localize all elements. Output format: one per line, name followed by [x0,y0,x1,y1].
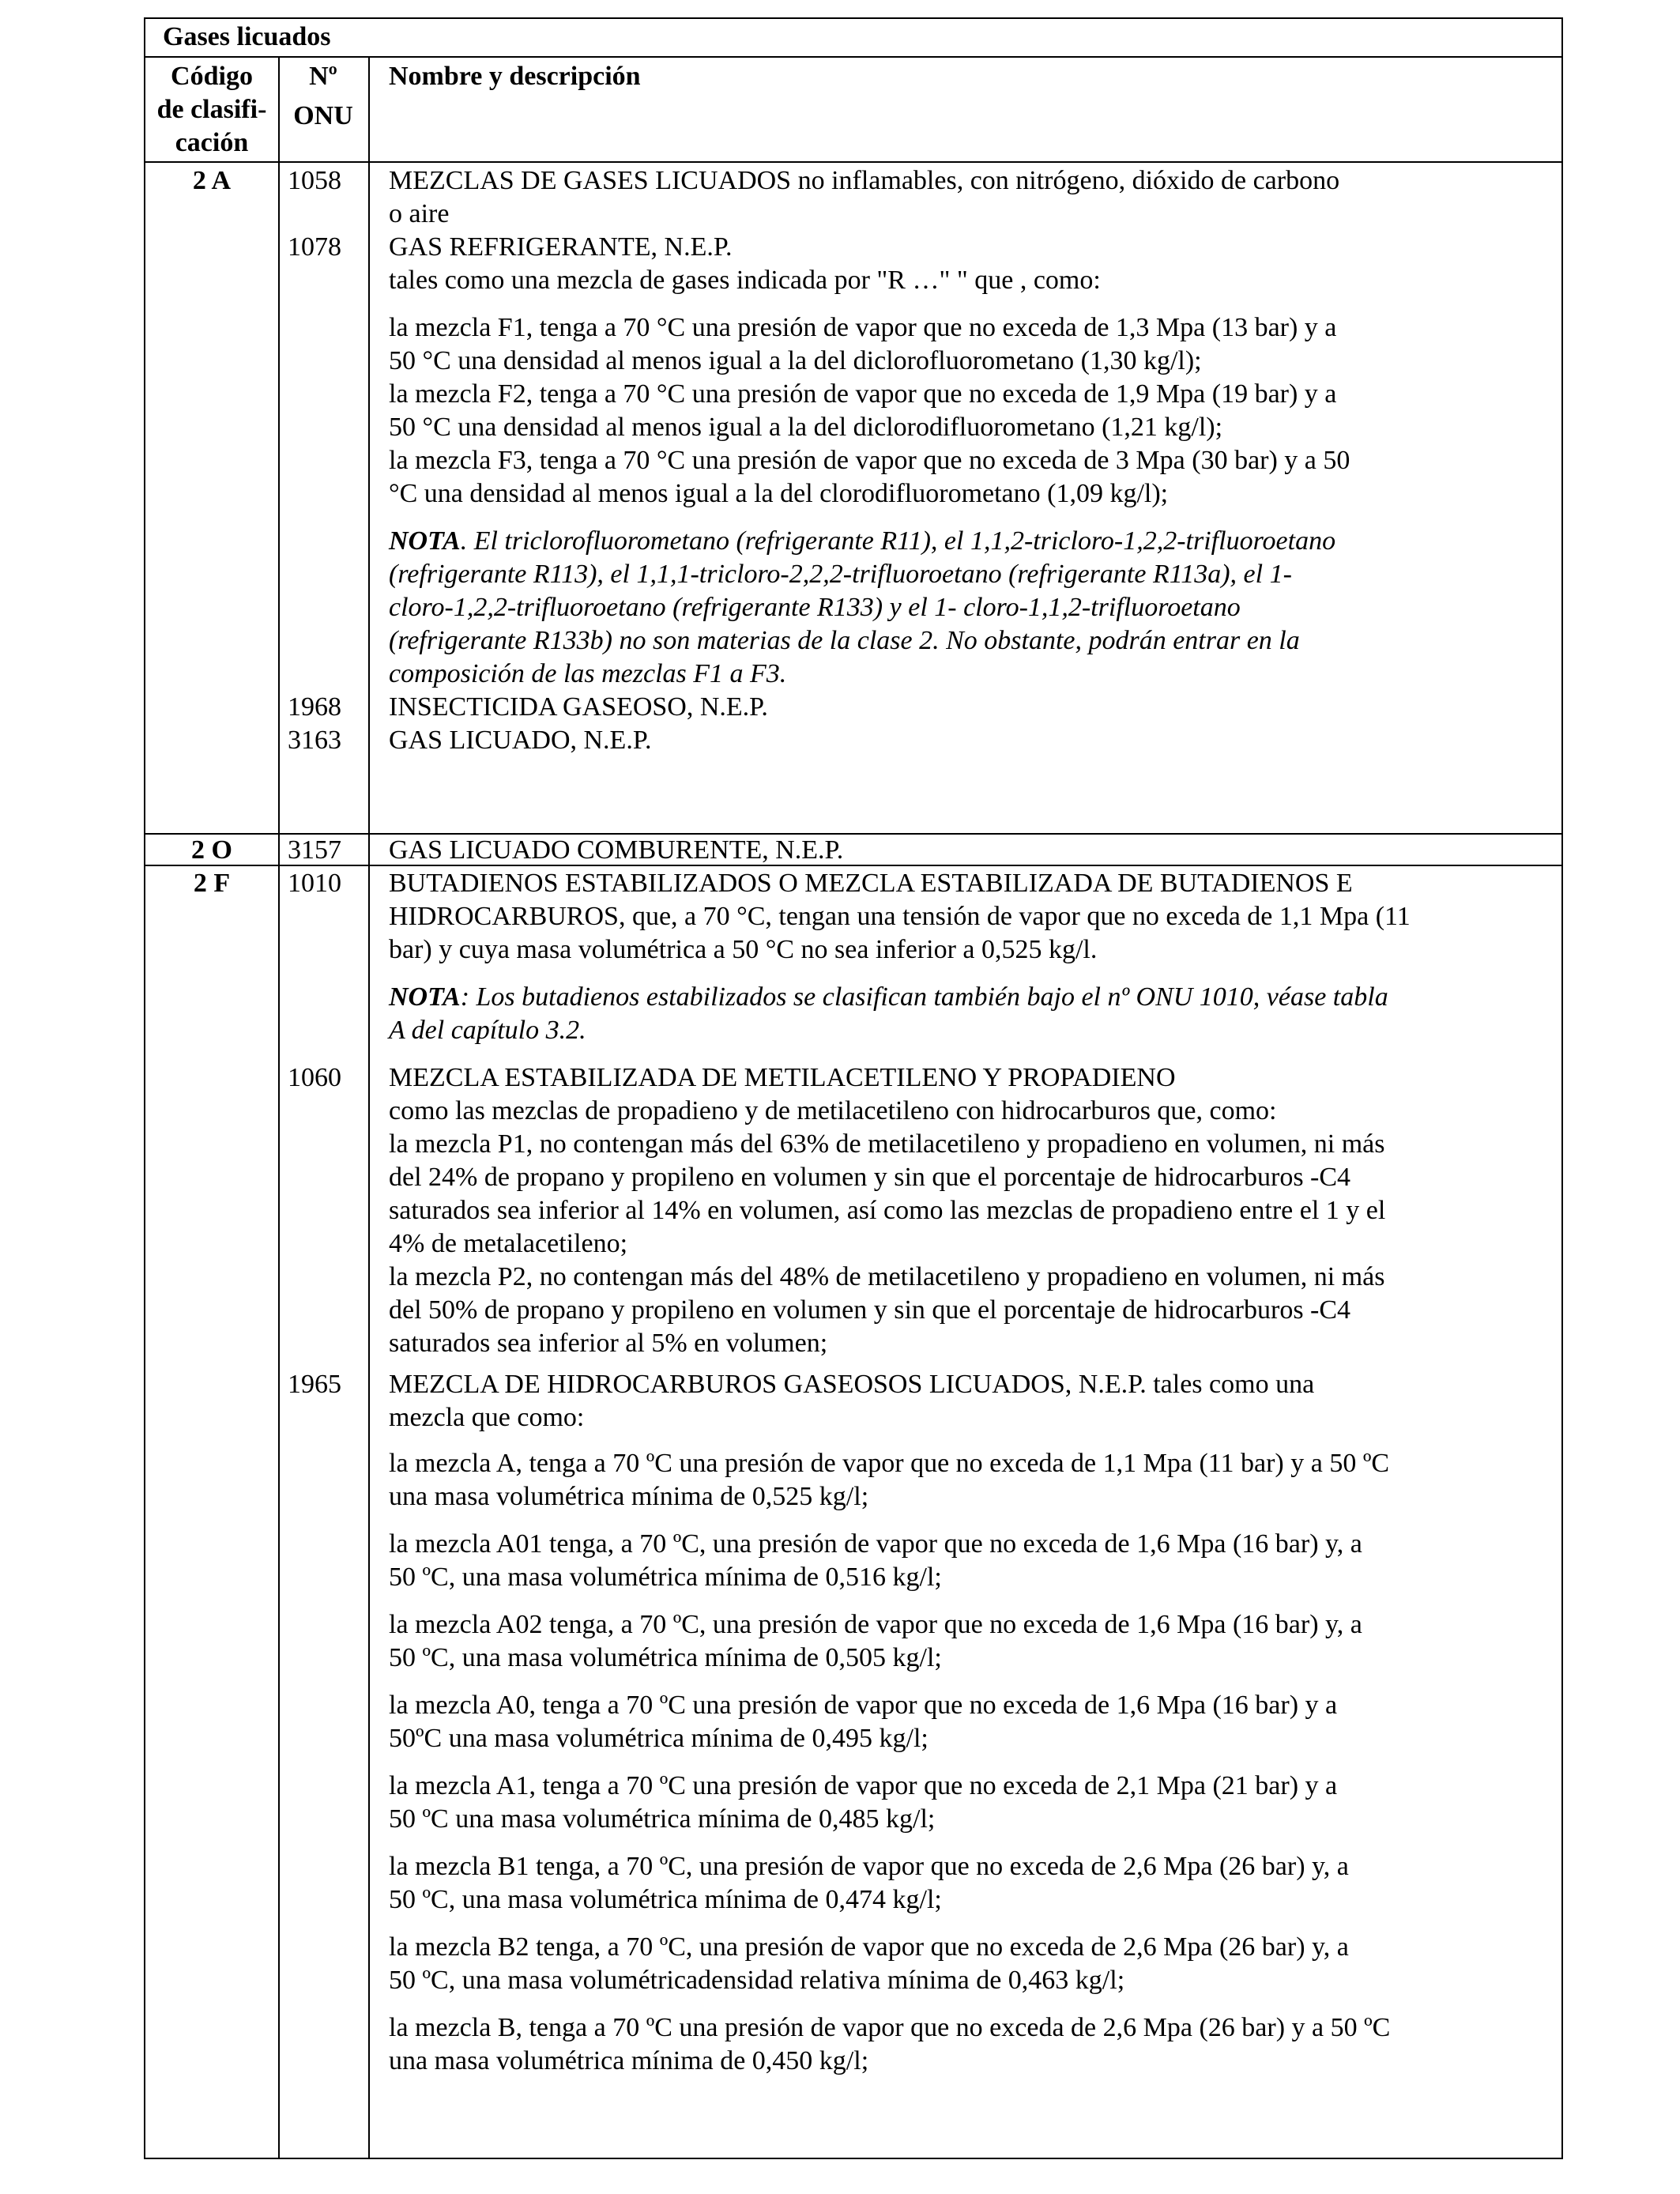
entry-line: la mezcla F3, tenga a 70 °C una presión de vapor que no exceda de 3 Mpa (30 bar) y a 50 [389,446,1350,475]
onu-number: 1968 [288,692,341,722]
entry-line: la mezcla A1, tenga a 70 ºC una presión de vapor que no exceda de 2,1 Mpa (21 bar) y a [389,1771,1338,1800]
header-onu-line2: ONU [293,101,353,130]
entry-line: 50 ºC, una masa volumétrica mínima de 0,516 kg/l; [389,1563,942,1592]
entry-line: GAS LICUADO, N.E.P. [389,726,652,755]
onu-number: 1078 [288,232,341,262]
section-title: Gases licuados [163,22,331,51]
entry-line: la mezcla A0, tenga a 70 ºC una presión de vapor que no exceda de 1,6 Mpa (16 bar) y a [389,1691,1338,1720]
entry-line: la mezcla P1, no contengan más del 63% de metilacetileno y propadieno en volumen, ni más [389,1129,1385,1159]
entry-line: 50 ºC, una masa volumétrica mínima de 0,474 kg/l; [389,1885,942,1914]
header-code-line1: Código [171,62,253,91]
note-line: A del capítulo 3.2. [389,1016,586,1045]
entry-line: °C una densidad al menos igual a la del clorodifluorometano (1,09 kg/l); [389,479,1169,508]
note-line: NOTA: Los butadienos estabilizados se clasifican también bajo el nº ONU 1010, véase tabla [389,982,1388,1012]
note-line: NOTA. El triclorofluorometano (refrigerante R11), el 1,1,2-tricloro-1,2,2-trifluoroetano [389,526,1336,556]
onu-number: 1058 [288,166,341,195]
entry-line: la mezcla F1, tenga a 70 °C una presión de vapor que no exceda de 1,3 Mpa (13 bar) y a [389,313,1337,342]
header-name: Nombre y descripción [389,62,641,91]
onu-number: 1060 [288,1063,341,1092]
entry-line: HIDROCARBUROS, que, a 70 °C, tengan una tensión de vapor que no exceda de 1,1 Mpa (11 [389,902,1411,931]
entry-line: 50 ºC una masa volumétrica mínima de 0,485 kg/l; [389,1804,936,1834]
entry-line: la mezcla B2 tenga, a 70 ºC, una presión de vapor que no exceda de 2,6 Mpa (26 bar) y, a [389,1932,1349,1962]
entry-line: la mezcla P2, no contengan más del 48% de metilacetileno y propadieno en volumen, ni más [389,1262,1385,1291]
entry-line: saturados sea inferior al 5% en volumen; [389,1329,828,1358]
onu-number: 3157 [288,835,341,865]
entry-line: la mezcla B1 tenga, a 70 ºC, una presión de vapor que no exceda de 2,6 Mpa (26 bar) y, a [389,1852,1349,1881]
entry-line: del 50% de propano y propileno en volumen y sin que el porcentaje de hidrocarburos -C4 [389,1295,1351,1325]
entry-line: MEZCLA ESTABILIZADA DE METILACETILENO Y PROPADIENO [389,1063,1176,1092]
entry-line: una masa volumétrica mínima de 0,450 kg/l; [389,2046,869,2075]
rule-under-headers [145,161,1561,163]
entry-line: MEZCLA DE HIDROCARBUROS GASEOSOS LICUADOS, N.E.P. tales como una [389,1370,1315,1399]
entry-line: GAS LICUADO COMBURENTE, N.E.P. [389,835,844,865]
entry-line: tales como una mezcla de gases indicada por "R …" " que , como: [389,266,1101,295]
entry-line: MEZCLAS DE GASES LICUADOS no inflamables, con nitrógeno, dióxido de carbono [389,166,1340,195]
class-code-2f: 2 F [193,869,231,898]
header-code-line2: de clasifi- [156,95,267,124]
header-code-line3: cación [175,128,249,157]
entry-line: del 24% de propano y propileno en volumen y sin que el porcentaje de hidrocarburos -C4 [389,1163,1351,1192]
note-line: (refrigerante R113), el 1,1,1-tricloro-2,2,2-trifluoroetano (refrigerante R113a), el 1- [389,560,1292,589]
onu-number: 1010 [288,869,341,898]
entry-line: 50ºC una masa volumétrica mínima de 0,495 kg/l; [389,1724,929,1753]
note-label: NOTA [389,526,461,556]
entry-line: la mezcla B, tenga a 70 ºC una presión de vapor que no exceda de 2,6 Mpa (26 bar) y a 50 ºC [389,2013,1391,2042]
entry-line: 4% de metalacetileno; [389,1229,628,1258]
onu-number: 1965 [288,1370,341,1399]
entry-line: GAS REFRIGERANTE, N.E.P. [389,232,733,262]
entry-line: 50 °C una densidad al menos igual a la del diclorodifluorometano (1,21 kg/l); [389,413,1223,442]
entry-line: la mezcla A, tenga a 70 ºC una presión de vapor que no exceda de 1,1 Mpa (11 bar) y a 50 ºC [389,1449,1390,1478]
entry-line: la mezcla A01 tenga, a 70 ºC, una presión de vapor que no exceda de 1,6 Mpa (16 bar) y, a [389,1529,1362,1559]
entry-line: 50 ºC, una masa volumétrica mínima de 0,505 kg/l; [389,1643,942,1672]
entry-line: 50 ºC, una masa volumétricadensidad relativa mínima de 0,463 kg/l; [389,1966,1125,1995]
note-line: composición de las mezclas F1 a F3. [389,659,787,688]
rule-group-2o [145,833,1561,835]
header-onu-line1: Nº [309,62,337,91]
note-line: (refrigerante R133b) no son materias de la clase 2. No obstante, podrán entrar en la [389,626,1300,655]
entry-line: una masa volumétrica mínima de 0,525 kg/l; [389,1482,869,1511]
entry-line: mezcla que como: [389,1403,585,1432]
note-label: NOTA [389,982,461,1012]
gases-table [144,17,1563,2159]
rule-group-2f [145,865,1561,866]
entry-line: 50 °C una densidad al menos igual a la del diclorofluorometano (1,30 kg/l); [389,346,1202,375]
class-code-2a: 2 A [192,166,232,195]
entry-line: bar) y cuya masa volumétrica a 50 °C no sea inferior a 0,525 kg/l. [389,935,1098,964]
entry-line: la mezcla A02 tenga, a 70 ºC, una presión de vapor que no exceda de 1,6 Mpa (16 bar) y, a [389,1610,1362,1639]
entry-line: BUTADIENOS ESTABILIZADOS O MEZCLA ESTABILIZADA DE BUTADIENOS E [389,869,1353,898]
rule-col-code [278,56,280,2158]
class-code-2o: 2 O [191,835,232,865]
onu-number: 3163 [288,726,341,755]
rule-under-title [145,56,1561,58]
entry-line: INSECTICIDA GASEOSO, N.E.P. [389,692,768,722]
note-line: cloro-1,2,2-trifluoroetano (refrigerante R133) y el 1- cloro-1,1,2-trifluoroetano [389,593,1241,622]
entry-line: como las mezclas de propadieno y de metilacetileno con hidrocarburos que, como: [389,1096,1277,1125]
entry-line: saturados sea inferior al 14% en volumen, así como las mezclas de propadieno entre el 1 y el [389,1196,1386,1225]
entry-line: o aire [389,199,450,228]
entry-line: la mezcla F2, tenga a 70 °C una presión de vapor que no exceda de 1,9 Mpa (19 bar) y a [389,379,1337,409]
rule-col-onu [368,56,370,2158]
